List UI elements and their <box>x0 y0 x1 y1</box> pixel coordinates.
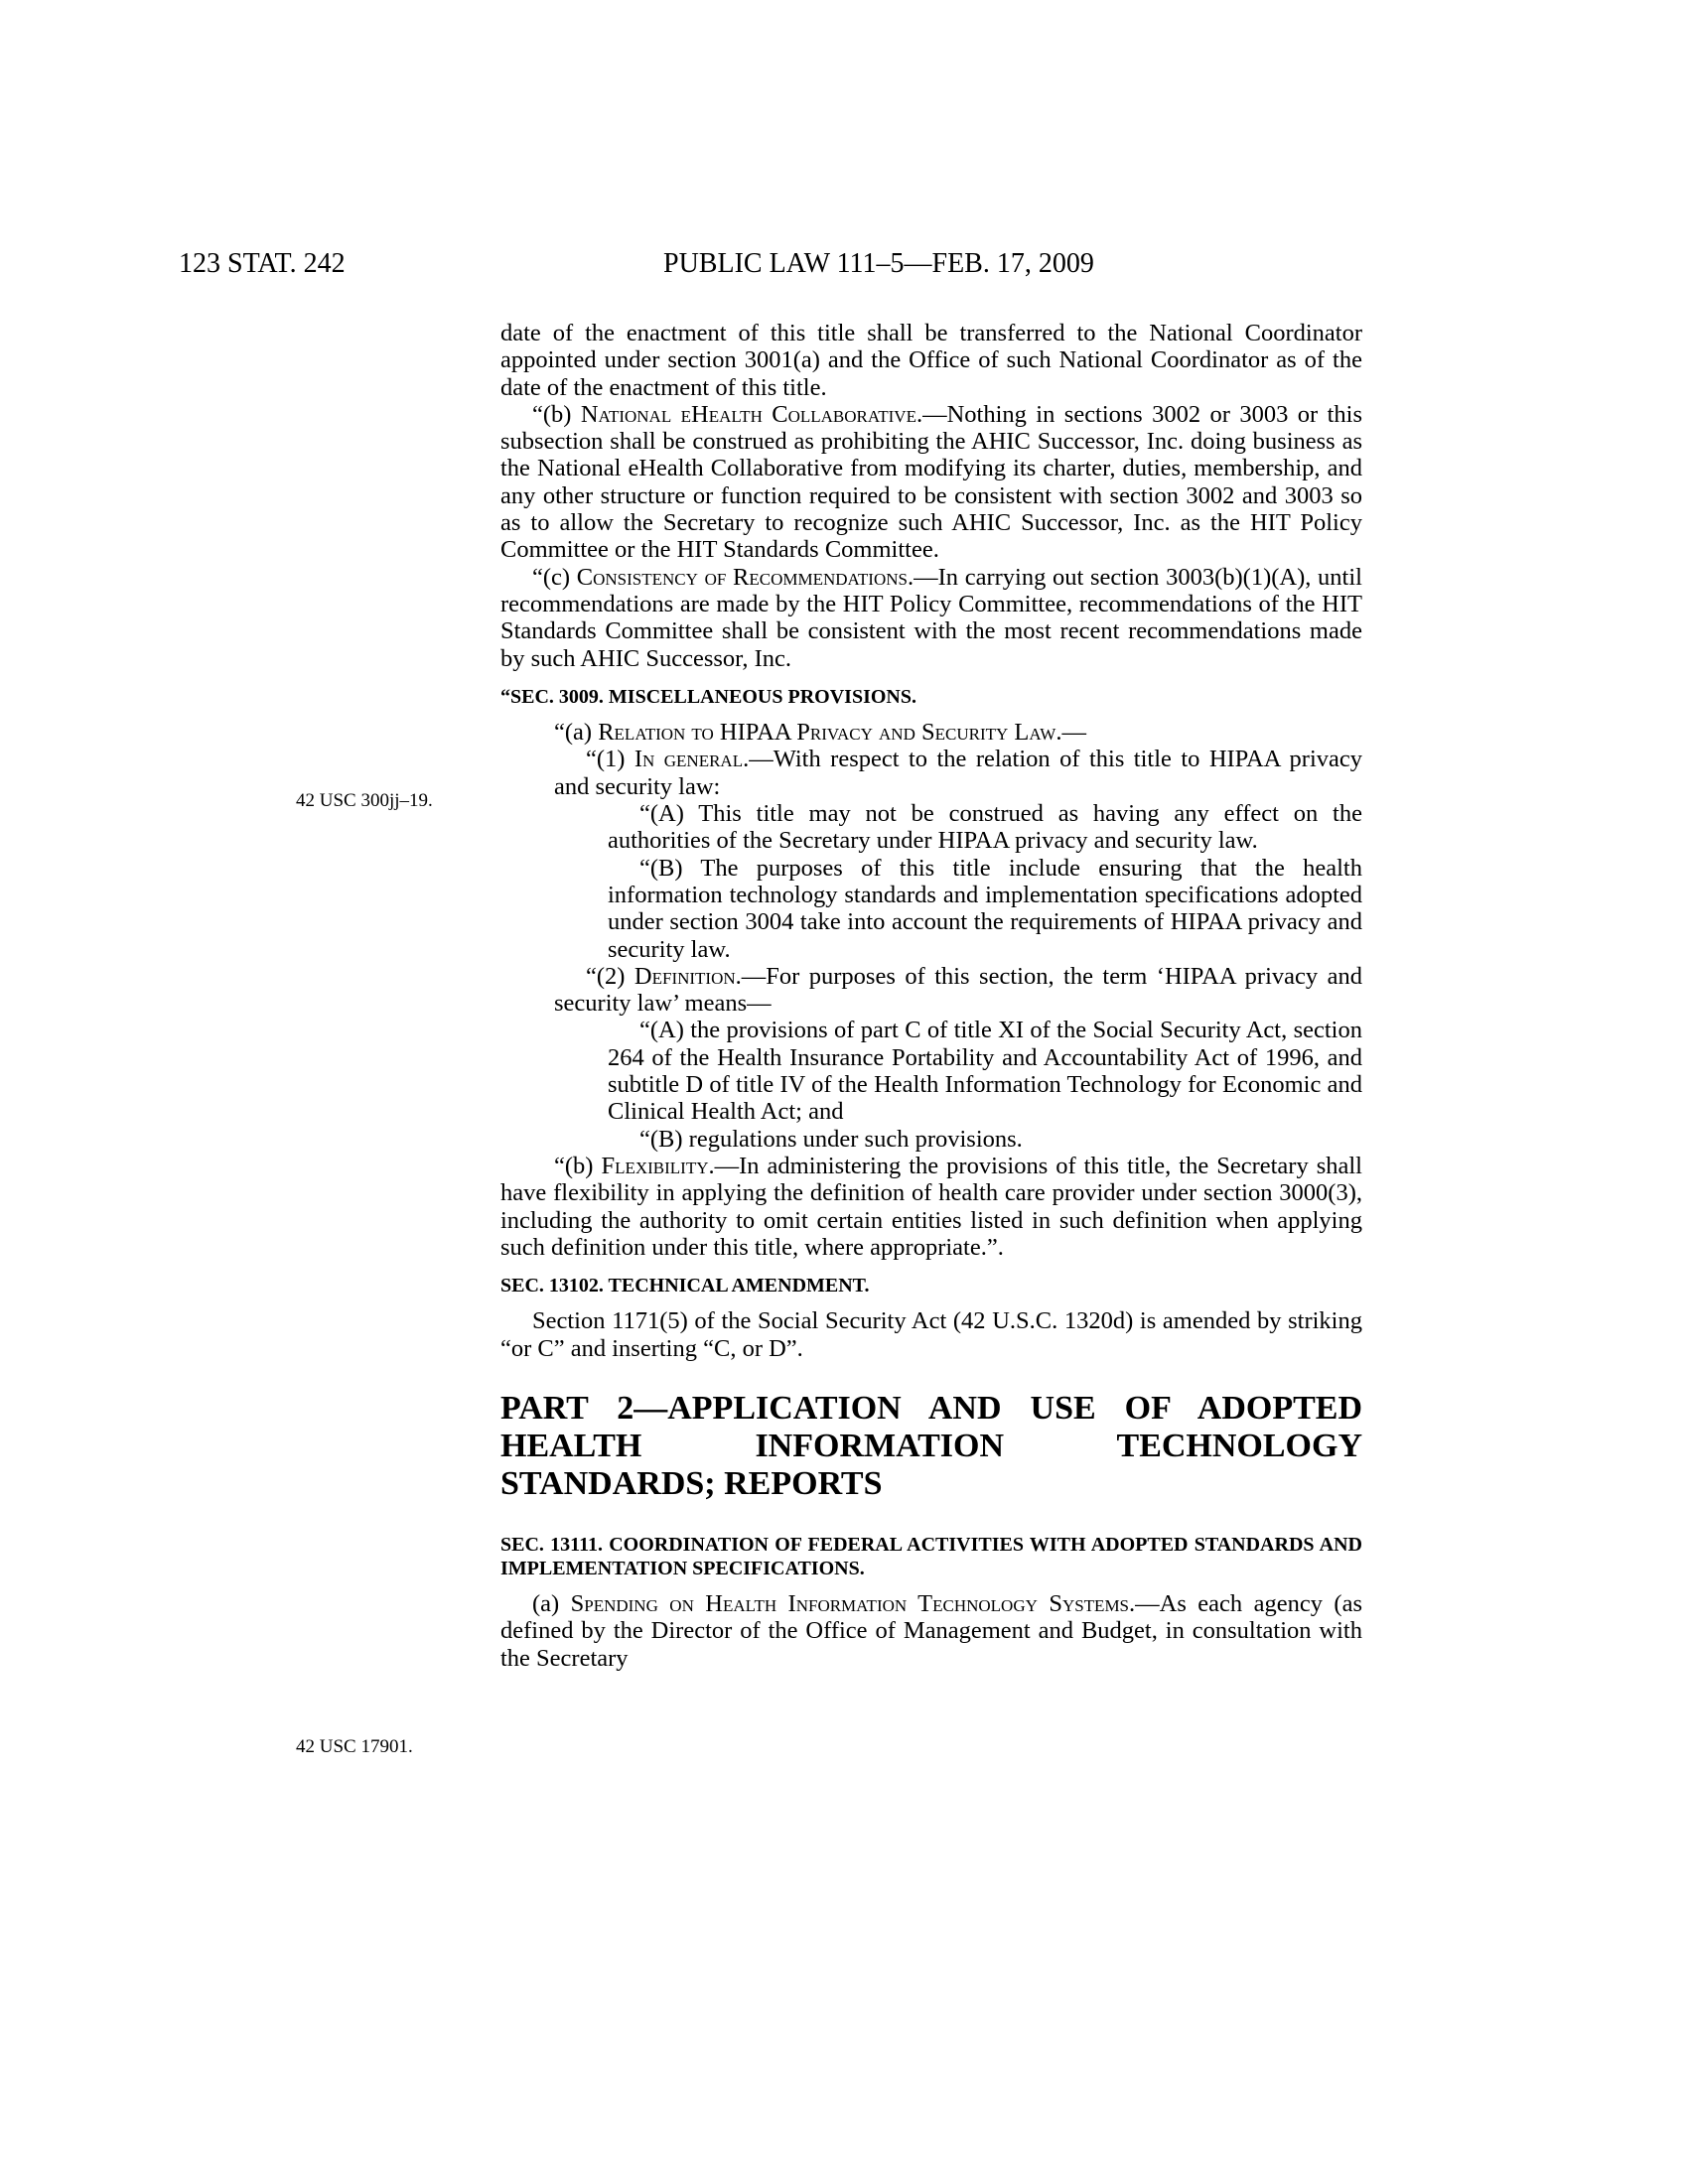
subsection-c-consistency <box>500 564 1362 672</box>
subsection-b-ehealth <box>500 401 1362 564</box>
subsection-text: .—Nothing in sections 3002 or 3003 or this subsection shall be construed as prohibiting the AHIC Successor, Inc. doing business as the National eHealth Collaborative from modifying its charter, duties, membership, and any other structure or function required to be consistent with section 3002 and 3003 so as to allow the Secretary to recognize such AHIC Successor, Inc. as the HIT Policy Committee or the HIT Standards Committee. <box>500 400 1362 564</box>
margin-note-usc-300jj-19: 42 USC 300jj–19. <box>296 790 433 811</box>
paragraph-text: .—For purposes of this section, the term ‘HIPAA privacy and security law’ means— <box>554 962 1362 1018</box>
subsection-marker: (a) <box>532 1589 571 1617</box>
paragraph-marker: “(1) <box>586 746 634 773</box>
margin-note-usc-17901: 42 USC 17901. <box>296 1736 413 1757</box>
subsection-heading: National eHealth Collaborative <box>580 400 916 428</box>
section-13102-heading: SEC. 13102. TECHNICAL AMENDMENT. <box>500 1275 870 1297</box>
subparagraph-2a: “(A) the provisions of part C of title XI of the Social Security Act, section 264 of the Health Insurance Portability and Accountability Act of 1996, and subtitle D of title IV of the Health Information Technology for Economic and Clinical Health Act; and <box>608 1017 1362 1126</box>
paragraph-2-definition <box>554 963 1362 1018</box>
subsection-marker: “(b) <box>532 400 581 428</box>
part-2-heading: PART 2—APPLICATION AND USE OF ADOPTED HEALTH INFORMATION TECHNOLOGY STANDARDS; REPORTS <box>500 1389 1362 1502</box>
subsection-b-flexibility <box>500 1153 1362 1261</box>
paragraph-heading: In general <box>633 746 744 773</box>
paragraph-marker: “(2) <box>586 962 634 990</box>
subsection-text: .—In administering the provisions of this title, the Secretary shall have flexibility in applying the definition of health care provider under section 3000(3), including the authority to omit certain entities listed in such definition when applying such definition under this title, where appropriate.”. <box>500 1152 1362 1261</box>
subsection-a-hipaa <box>500 719 1362 746</box>
subsection-heading: Consistency of Recommendations <box>576 563 908 591</box>
section-13102-text: Section 1171(5) of the Social Security Act (42 U.S.C. 1320d) is amended by striking “or C” and inserting “C, or D”. <box>500 1307 1362 1362</box>
subsection-marker: “(a) <box>554 719 599 747</box>
text-column <box>500 320 1362 1672</box>
subsection-heading: Flexibility <box>601 1152 709 1179</box>
paragraph-continued: date of the enactment of this title shall be transferred to the National Coordinator appointed under section 3001(a) and the Office of such National Coordinator as of the date of the enactment of this title. <box>500 320 1362 401</box>
paragraph-heading: Definition <box>633 962 736 990</box>
section-13111-subsection-a <box>500 1590 1362 1672</box>
running-header <box>0 248 1688 288</box>
public-law-citation: PUBLIC LAW 111–5—FEB. 17, 2009 <box>663 248 1094 279</box>
subsection-marker: “(c) <box>532 563 577 591</box>
section-3009-heading: “SEC. 3009. MISCELLANEOUS PROVISIONS. <box>500 685 916 708</box>
paragraph-text: .—With respect to the relation of this title to HIPAA privacy and security law: <box>554 746 1362 800</box>
subsection-text: .—As each agency (as defined by the Director of the Office of Management and Budget, in consultation with the Secretary <box>500 1589 1362 1672</box>
section-13111-heading: SEC. 13111. COORDINATION OF FEDERAL ACTIVITIES WITH ADOPTED STANDARDS AND IMPLEMENTATION SPECIFICATIONS. <box>500 1533 1362 1579</box>
stat-page-number: 123 STAT. 242 <box>179 248 346 279</box>
subsection-marker: “(b) <box>554 1152 602 1179</box>
subsection-heading: Spending on Health Information Technology Systems <box>570 1589 1130 1617</box>
subparagraph-1a: “(A) This title may not be construed as having any effect on the authorities of the Secretary under HIPAA privacy and security law. <box>608 800 1362 855</box>
subparagraph-2b: “(B) regulations under such provisions. <box>639 1125 1023 1153</box>
subsection-text: .—In carrying out section 3003(b)(1)(A), until recommendations are made by the HIT Policy Committee, recommendations of the HIT Standards Committee shall be consistent with the most recent recommendations made by such AHIC Successor, Inc. <box>500 563 1362 672</box>
subparagraph-1b: “(B) The purposes of this title include ensuring that the health information technology standards and implementation specifications adopted under section 3004 take into account the requirements of HIPAA privacy and security law. <box>608 854 1362 963</box>
paragraph-1-in-general <box>554 746 1362 800</box>
subsection-dash: .— <box>1055 719 1086 747</box>
subsection-heading: Relation to HIPAA Privacy and Security Law <box>598 719 1056 747</box>
